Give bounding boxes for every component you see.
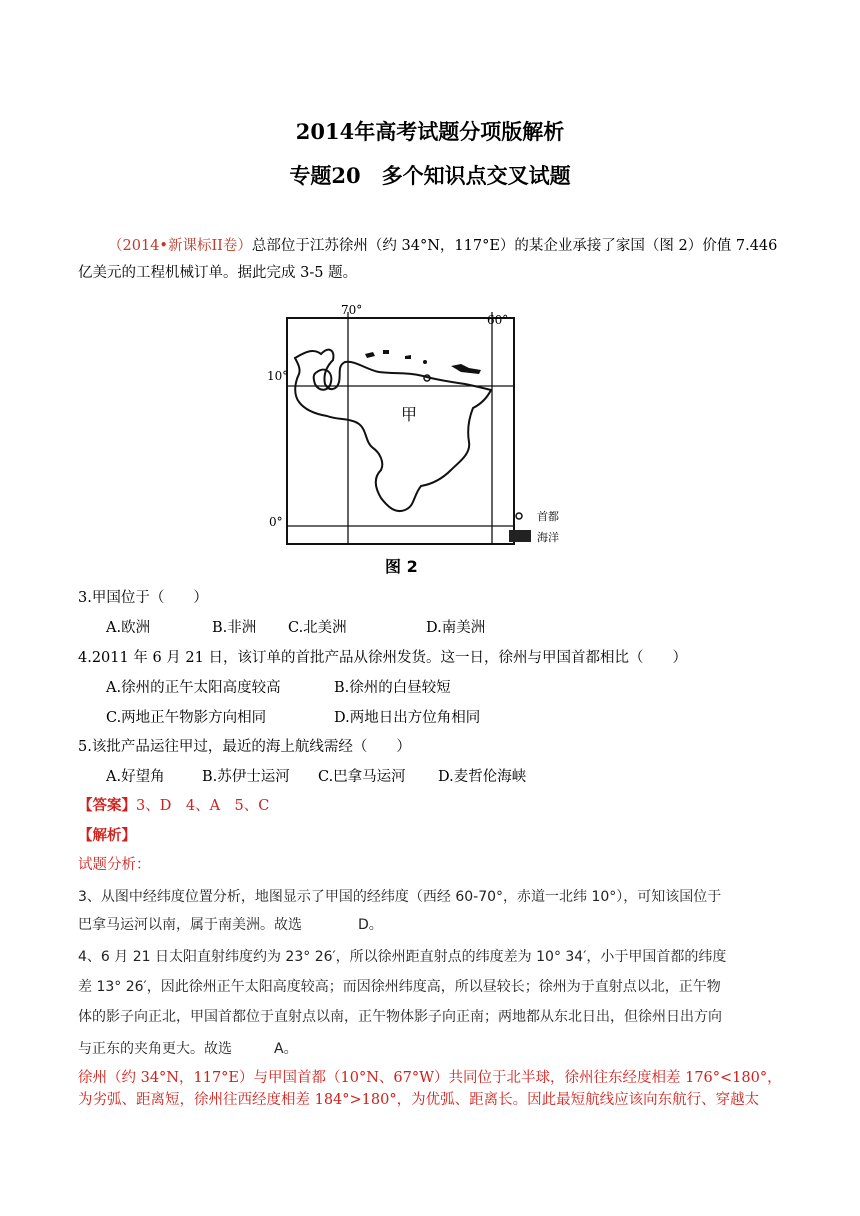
question-4-stem: 4.2011 年 6 月 21 日，该订单的首批产品从徐州发货。这一日，徐州与甲国首都相比（ ） [78, 650, 687, 666]
question-4-options-row2 [106, 706, 480, 727]
country-outline [295, 350, 491, 511]
q3-option-b: B.非洲 [212, 620, 257, 636]
legend-ocean-label: 海洋 [537, 531, 559, 544]
q3-option-c: C.北美洲 [288, 620, 347, 636]
analysis-subheading: 试题分析： [78, 857, 151, 873]
question-5-stem: 5.该批产品运往甲过，最近的海上航线需经（ ） [78, 739, 411, 755]
question-3-options [106, 616, 485, 637]
label-lon-60: 60° [487, 313, 509, 327]
lake-outline [314, 370, 332, 390]
answer-line [78, 794, 269, 815]
q5-option-b: B.苏伊士运河 [202, 769, 290, 785]
intro-paragraph [78, 233, 784, 287]
answer-label: 【答案】 [78, 797, 136, 814]
label-lon-70: 70° [341, 303, 363, 317]
page-title: 2014年高考试题分项版解析 [295, 119, 565, 144]
q3-option-d: D.南美洲 [426, 620, 486, 636]
scan-line: 与正东的夹角更大。故选 A。 [78, 1041, 298, 1057]
q4-option-a: A.徐州的正午太阳高度较高 [106, 680, 281, 696]
red-explanation-line: 徐州（约 34°N，117°E）与甲国首都（10°N、67°W）共同位于北半球，徐州往东经度相差 176°<180°， [78, 1070, 782, 1086]
q5-option-c: C.巴拿马运河 [318, 769, 406, 785]
figure-caption: 图 2 [385, 557, 418, 576]
scan-line: 4、6 月 21 日太阳直射纬度约为 23° 26′，所以徐州距直射点的纬度差为 10° 34′，小于甲国首都的纬度 [78, 949, 727, 965]
red-explanation-line: 为劣弧、距离短，徐州往西经度相差 184°>180°，为优弧、距离长。因此最短航线应该向东航行、穿越太 [78, 1092, 760, 1108]
q5-option-a: A.好望角 [106, 769, 165, 785]
intro-text-line1: 总部位于江苏徐州（约 34°N，117°E）的某企业承接了家国（图 2）价值 7.446 [251, 238, 778, 254]
question-3-stem: 3.甲国位于（ ） [78, 590, 208, 606]
scan-line: 3、从图中经纬度位置分析，地图显示了甲国的经纬度（西经 60-70°，赤道一北纬 10°），可知该国位于 [78, 889, 722, 905]
island [451, 364, 481, 374]
question-5-options [106, 765, 526, 786]
scan-line: 巴拿马运河以南，属于南美洲。故选 D。 [78, 917, 383, 933]
legend-capital-label: 首都 [537, 510, 559, 523]
analysis-label-line [78, 824, 136, 845]
island [405, 355, 411, 359]
label-lat-0: 0° [269, 515, 283, 529]
label-lat-10: 10° [267, 369, 289, 383]
scan-line: 差 13° 26′，因此徐州正午太阳高度较高；而因徐州纬度高，所以昼较长；徐州为于直射点以北，正午物 [78, 979, 721, 995]
q5-option-d: D.麦哲伦海峡 [438, 769, 527, 785]
legend-ocean-symbol [509, 530, 531, 542]
q4-option-c: C.两地正午物影方向相同 [106, 710, 267, 726]
legend-capital-symbol [516, 513, 522, 519]
q3-option-a: A.欧洲 [106, 620, 151, 636]
question-4-options-row1 [106, 676, 451, 697]
source-tag: （2014•新课标II卷） [108, 238, 252, 254]
analysis-label: 【解析】 [78, 827, 136, 844]
venezuela-map-figure [255, 300, 595, 580]
country-label: 甲 [401, 405, 418, 424]
q4-option-b: B.徐州的白昼较短 [334, 680, 451, 696]
page-subtitle: 专题20 多个知识点交叉试题 [289, 163, 571, 188]
island [423, 360, 427, 364]
answer-text: 3、D 4、A 5、C [136, 798, 270, 814]
island [365, 352, 375, 358]
scan-line: 体的影子向正北，甲国首都位于直射点以南，正午物体影子向正南；两地都从东北日出，但徐州日出方向 [78, 1009, 722, 1025]
intro-text-line2: 亿美元的工程机械订单。据此完成 3-5 题。 [78, 265, 358, 281]
q4-option-d: D.两地日出方位角相同 [334, 710, 481, 726]
island [383, 350, 389, 354]
